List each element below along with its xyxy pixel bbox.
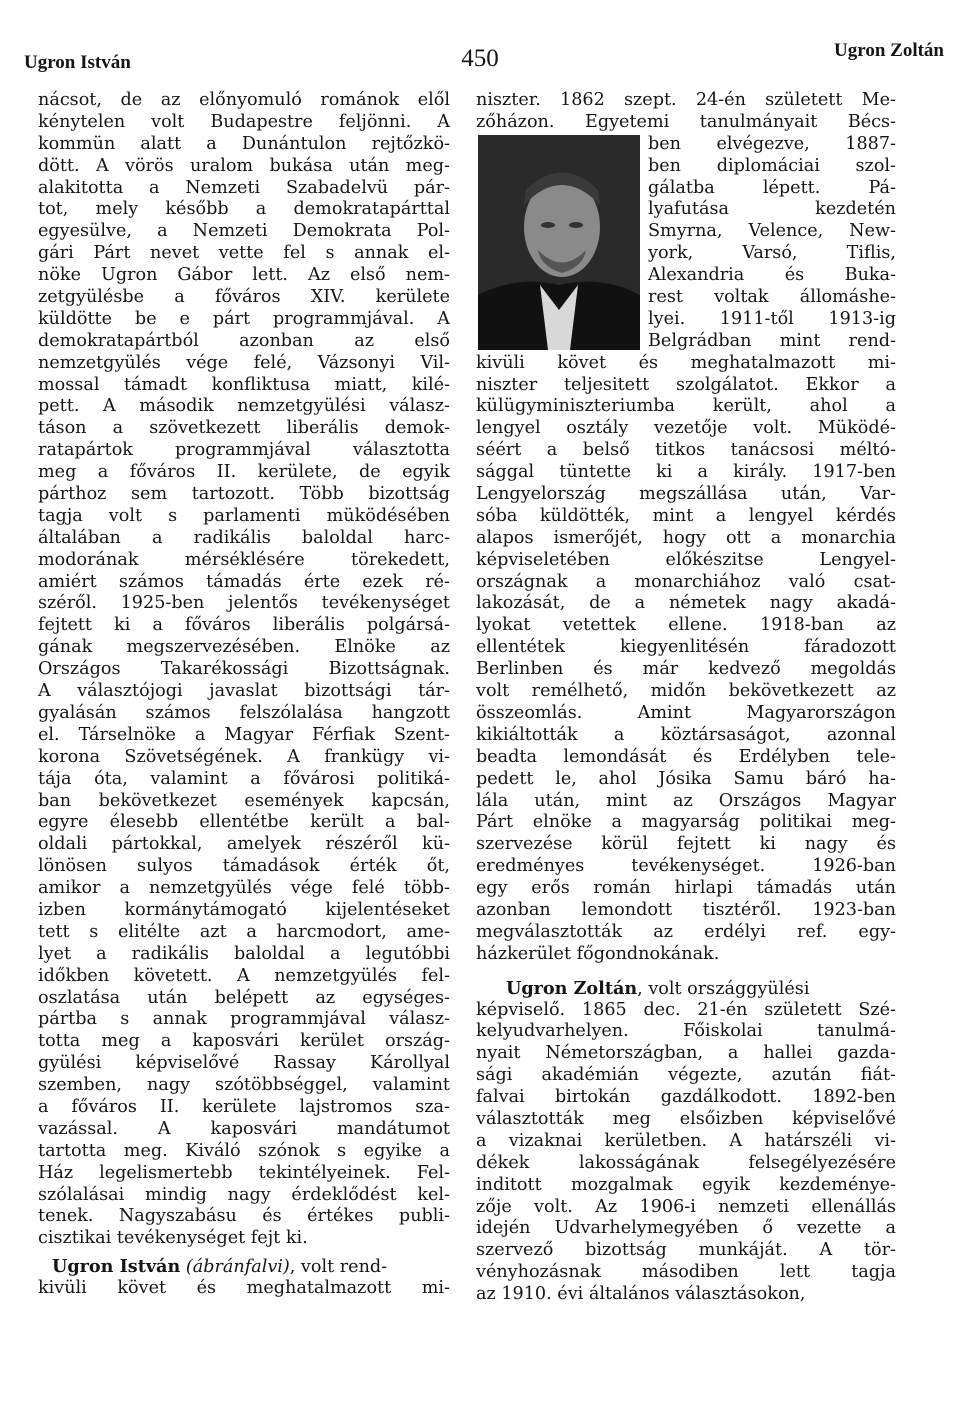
text-line: nácsot, de az előnyomuló románok elől bbox=[38, 90, 450, 110]
text-line: lönösen sulyos támadások érték őt, bbox=[38, 856, 450, 877]
text-line: rest voltak állomáshe- bbox=[648, 287, 896, 308]
text-line: vazással. A kaposvári mandátumot bbox=[38, 1118, 450, 1139]
text-line: oszlatása után belépett az egységes- bbox=[38, 987, 450, 1008]
text-line: az 1910. évi általános választásokon, bbox=[476, 1284, 806, 1305]
text-line: szervezése körül fejtett ki nagy és bbox=[476, 834, 896, 855]
text-line: dött. A vörös uralom bukása után meg- bbox=[38, 155, 450, 176]
text-line: york, Varsó, Tiflis, bbox=[648, 243, 896, 264]
text-line: Belgrádban mint rend- bbox=[648, 330, 896, 351]
text-line: egyesülve, a Nemzeti Demokrata Pol- bbox=[38, 221, 450, 242]
text-line: pártba s annak programmjával válasz- bbox=[38, 1009, 450, 1030]
text-line: szemben, nagy szótöbbséggel, valamint bbox=[38, 1075, 450, 1096]
text-line: külügyminiszteriumba került, ahol a bbox=[476, 396, 896, 417]
text-line: szervező bizottság munkáját. A tör- bbox=[476, 1240, 896, 1261]
text-line: el. Társelnöke a Magyar Férfiak Szent- bbox=[38, 724, 450, 745]
text-line: gyalásán számos felszólalása hangzott bbox=[38, 702, 450, 723]
text-line: képviselő. 1865 dec. 21-én született Szé- bbox=[476, 999, 896, 1020]
running-head-right: Ugron Zoltán bbox=[834, 40, 944, 61]
text-line: ratapártok programmjával választotta bbox=[38, 440, 450, 461]
text-line: niszter. 1862 szept. 24-én született Me- bbox=[476, 90, 896, 110]
text-line: gyülési képviselővé Rassay Károllyal bbox=[38, 1053, 450, 1074]
text-line: ellentétek kiegyenlitésén fáradozott bbox=[476, 637, 896, 658]
text-line: időkben követett. A nemzetgyülés fel- bbox=[38, 965, 450, 986]
text-line: tenek. Nagyszabásu és értékes publi- bbox=[38, 1206, 450, 1227]
text-line: tot, mely később a demokratapárttal bbox=[38, 199, 450, 220]
text-line: tett s elitélte azt a harcmodort, ame- bbox=[38, 921, 450, 942]
text-line: összeomlás. Amint Magyarországon bbox=[476, 702, 896, 723]
text-line: izben kormánytámogató kijelentéseket bbox=[38, 899, 450, 920]
text-line: gának megszervezésében. Elnöke az bbox=[38, 637, 450, 658]
text-line: párthoz sem tartozott. Több bizottság bbox=[38, 484, 450, 505]
text-line: idején Udvarhelymegyében ő vezette a bbox=[476, 1218, 896, 1239]
text-line: kikiáltották a köztársaságot, azonnal bbox=[476, 724, 896, 745]
text-line: Berlinben és már kedvező megoldás bbox=[476, 659, 896, 680]
text-line: házkerület főgondnokának. bbox=[476, 943, 720, 964]
text-line: sóba küldötték, mint a lengyel kérdés bbox=[476, 505, 896, 526]
text-line: amiért számos támadás érte ezek ré- bbox=[38, 571, 450, 592]
text-line: oldali pártokkal, amelyek részéről kü- bbox=[38, 834, 450, 855]
text-line: a vizaknai kerületben. A határszéli vi- bbox=[476, 1130, 896, 1151]
page-header bbox=[0, 40, 960, 80]
text-line: lyet a radikális baloldal a legutóbbi bbox=[38, 943, 450, 964]
text-line: vényhozásnak másodiben lett tagja bbox=[476, 1262, 896, 1283]
text-line: nemzetgyülés vége felé, Vázsonyi Vil- bbox=[38, 352, 450, 373]
text-line: ben elvégezve, 1887- bbox=[648, 133, 896, 154]
text-line: Smyrna, Velence, New- bbox=[648, 221, 896, 242]
text-line: küldötte be e párt programmjával. A bbox=[38, 308, 450, 329]
text-line: lyafutása kezdetén bbox=[648, 199, 896, 220]
text-line: meg a főváros II. kerülete, de egyik bbox=[38, 462, 450, 483]
entry-heading-line bbox=[476, 978, 896, 1000]
text-line: lála után, mint az Országos Magyar bbox=[476, 790, 896, 811]
text-line: szólalásai mindig nagy érdeklődést kel- bbox=[38, 1184, 450, 1205]
text-line: tagja volt s parlamenti müködésében bbox=[38, 505, 450, 526]
text-line: képviseletében előkészitse Lengyel- bbox=[476, 549, 896, 570]
text-line: alakitotta a Nemzeti Szabadelvü pár- bbox=[38, 177, 450, 198]
text-line: zetgyülésbe a főváros XIV. kerülete bbox=[38, 287, 450, 308]
text-line: egy erős román hirlapi támadás után bbox=[476, 878, 896, 899]
text-line: falvai birtokán gazdálkodott. 1892-ben bbox=[476, 1087, 896, 1108]
text-line: mossal támadt konfliktusa miatt, kilé- bbox=[38, 374, 450, 395]
text-line: A választójogi javaslat bizottsági tár- bbox=[38, 681, 450, 702]
text-line: Alexandria és Buka- bbox=[648, 265, 896, 286]
text-line: Ház legelismertebb tekintélyeinek. Fel- bbox=[38, 1162, 450, 1183]
text-line: alapos ismerőjét, hogy ott a monarchia bbox=[476, 527, 896, 548]
text-line: volt remélhető, midőn bekövetkezett az bbox=[476, 681, 896, 702]
right-column bbox=[476, 90, 896, 1306]
text-line: eredményes tevékenységet. 1926-ban bbox=[476, 856, 896, 877]
text-line: sági akadémián végezte, azután fiát- bbox=[476, 1065, 896, 1086]
text-line: dékek lakosságának felsegélyezésére bbox=[476, 1152, 896, 1173]
text-line: beadta lemondását és Erdélyben tele- bbox=[476, 746, 896, 767]
text-line: nyait Németországban, a hallei gazda- bbox=[476, 1043, 896, 1064]
text-line: általában a radikális baloldal harc- bbox=[38, 527, 450, 548]
text-line: zője volt. Az 1906-i nemzeti ellenállás bbox=[476, 1196, 896, 1217]
text-line: séért a belső titkos tanácsosi méltó- bbox=[476, 440, 896, 461]
text-line: lakozását, de a németek nagy akadá- bbox=[476, 593, 896, 614]
text-line: amikor a nemzetgyülés vége felé több- bbox=[38, 878, 450, 899]
text-line: tartotta meg. Kiváló szónok s egyike a bbox=[38, 1140, 450, 1161]
entry-heading-line bbox=[38, 1256, 450, 1278]
text-line: pett. A második nemzetgyülési válasz- bbox=[38, 396, 450, 417]
text-line: gálatba lépett. Pá- bbox=[648, 177, 896, 198]
text-line: tája óta, valamint a fővárosi politiká- bbox=[38, 768, 450, 789]
entry-name: Ugron István bbox=[52, 1256, 181, 1278]
entry-heading-rest: , volt rend- bbox=[289, 1257, 388, 1278]
left-column bbox=[38, 90, 450, 1300]
text-line: kénytelen volt Budapestre feljönni. A bbox=[38, 111, 450, 132]
text-line: egyre élesebb ellentétbe került a bal- bbox=[38, 812, 450, 833]
text-line: zőházon. Egyetemi tanulmányait Bécs- bbox=[476, 111, 896, 132]
text-line: kelyudvarhelyen. Főiskolai tanulmá- bbox=[476, 1021, 896, 1042]
text-line: korona Szövetségének. A frankügy vi- bbox=[38, 746, 450, 767]
text-line: kivüli követ és meghatalmazott mi- bbox=[476, 352, 896, 373]
entry-name: Ugron Zoltán bbox=[506, 977, 638, 999]
text-line: ben diplomáciai szol- bbox=[648, 155, 896, 176]
text-line: Lengyelország megszállása után, Var- bbox=[476, 484, 896, 505]
text-line: széről. 1925-ben jelentős tevékenységet bbox=[38, 593, 450, 614]
text-line: niszter teljesitett szolgálatot. Ekkor a bbox=[476, 374, 896, 395]
text-line: totta meg a kaposvári kerület ország- bbox=[38, 1031, 450, 1052]
text-line: táson a szövetkezett liberális demok- bbox=[38, 418, 450, 439]
entry-heading-rest: , volt országgyülési bbox=[637, 978, 810, 999]
text-line: nöke Ugron Gábor lett. Az első nem- bbox=[38, 265, 450, 286]
text-line: azonban lemondott tisztéről. 1923-ban bbox=[476, 899, 896, 920]
text-line: lyei. 1911-től 1913-ig bbox=[648, 308, 896, 329]
text-line: lengyel osztály vezetője volt. Müködé- bbox=[476, 418, 896, 439]
text-line: kommün alatt a Dunántulon rejtőzkö- bbox=[38, 133, 450, 154]
text-line: országnak a monarchiához való csat- bbox=[476, 571, 896, 592]
page-number: 450 bbox=[461, 45, 499, 72]
text-line: demokratapártból azonban az első bbox=[38, 330, 450, 351]
text-line: pedett le, ahol Jósika Samu báró ha- bbox=[476, 768, 896, 789]
text-line: cisztikai tevékenységet fejt ki. bbox=[38, 1228, 308, 1249]
text-line: fejtett ki a főváros liberális polgársá- bbox=[38, 615, 450, 636]
text-line: a főváros II. kerülete lajstromos sza- bbox=[38, 1096, 450, 1117]
text-line: Párt elnöke a magyarság politikai meg- bbox=[476, 812, 896, 833]
text-line: megválasztották az erdélyi ref. egy- bbox=[476, 921, 896, 942]
text-line: modorának mérséklésére törekedett, bbox=[38, 549, 450, 570]
text-line: lyokat vetettek ellene. 1918-ban az bbox=[476, 615, 896, 636]
running-head-left: Ugron István bbox=[24, 52, 131, 73]
text-line: kivüli követ és meghatalmazott mi- bbox=[38, 1278, 450, 1299]
text-line: ban bekövetkezet események kapcsán, bbox=[38, 790, 450, 811]
text-line: választották meg elsőizben képviselővé bbox=[476, 1108, 896, 1129]
entry-epithet: (ábránfalvi) bbox=[185, 1257, 290, 1278]
text-line: gári Párt nevet vette fel s annak el- bbox=[38, 243, 450, 264]
text-line: inditott mozgalmak egyik kezdeménye- bbox=[476, 1174, 896, 1195]
text-line: sággal tüntette ki a király. 1917-ben bbox=[476, 462, 896, 483]
text-line: Országos Takarékossági Bizottságnak. bbox=[38, 659, 450, 680]
